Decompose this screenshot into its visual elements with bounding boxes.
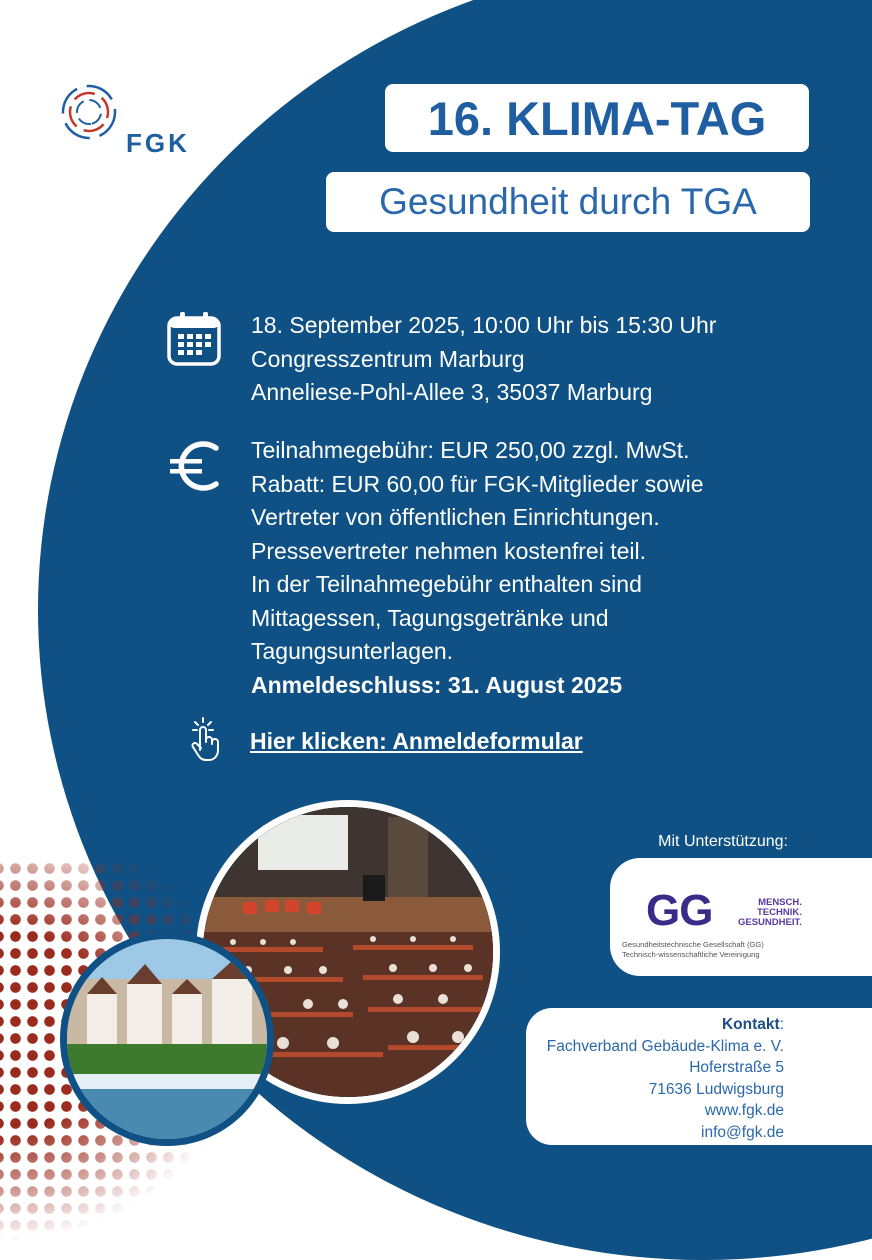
calendar-icon [166, 311, 224, 367]
event-venue: Congresszentrum Marburg [251, 345, 525, 372]
fee-line: Tagungsunterlagen. [251, 638, 454, 664]
euro-icon [168, 440, 224, 492]
gg-org-line: Gesundheitstechnische Gesellschaft (GG) [622, 940, 764, 949]
registration-form-link[interactable]: Hier klicken: Anmeldeformular [250, 728, 583, 754]
gg-org-line: Technisch-wissenschaftliche Vereinigung [622, 950, 760, 959]
contact-city: 71636 Ludwigsburg [648, 1080, 784, 1098]
contact-text [547, 1014, 784, 1143]
contact-org: Fachverband Gebäude-Klima e. V. [546, 1037, 784, 1055]
gg-tagline [738, 898, 802, 928]
gg-tagline-line: MENSCH. [758, 897, 802, 908]
registration-deadline: Anmeldeschluss: 31. August 2025 [251, 671, 623, 698]
event-date: 18. September 2025, 10:00 Uhr bis 15:30 Uhr [251, 312, 717, 338]
event-info [251, 309, 716, 410]
page-title: 16. KLIMA-TAG [427, 91, 767, 145]
contact-website[interactable]: www.fgk.de [704, 1102, 784, 1119]
page-subtitle: Gesundheit durch TGA [379, 181, 757, 222]
contact-heading: Kontakt [721, 1016, 780, 1033]
fee-line: Rabatt: EUR 60,00 für FGK-Mitglieder sowie [251, 470, 704, 497]
event-address: Anneliese-Pohl-Allee 3, 35037 Marburg [251, 379, 653, 405]
contact-email[interactable]: info@fgk.de [701, 1123, 784, 1141]
support-label: Mit Unterstützung: [658, 833, 788, 850]
fee-line: Vertreter von öffentlichen Einrichtungen. [251, 504, 660, 530]
contact-box [526, 1008, 872, 1145]
pointer-hand-icon [190, 716, 224, 762]
support-logo-box [610, 858, 872, 976]
title-box [385, 84, 809, 152]
fee-line: Teilnahmegebühr: EUR 250,00 zzgl. MwSt. [251, 437, 690, 463]
gg-org-name [622, 940, 764, 960]
subtitle-box [326, 172, 810, 232]
fee-line: Mittagessen, Tagungsgetränke und [251, 604, 609, 631]
gg-logo-mark: GG [646, 886, 713, 935]
contact-street: Hoferstraße 5 [689, 1059, 784, 1076]
gg-tagline-line: GESUNDHEIT. [738, 917, 802, 928]
fee-info [251, 434, 704, 702]
gg-tagline-line: TECHNIK. [757, 907, 802, 918]
marburg-photo [60, 932, 274, 1146]
fee-line: In der Teilnahmegebühr enthalten sind [251, 571, 642, 597]
fee-line: Pressevertreter nehmen kostenfrei teil. [251, 537, 647, 564]
logo-text: FGK [126, 128, 190, 158]
contact-heading-colon: : [779, 1016, 784, 1033]
